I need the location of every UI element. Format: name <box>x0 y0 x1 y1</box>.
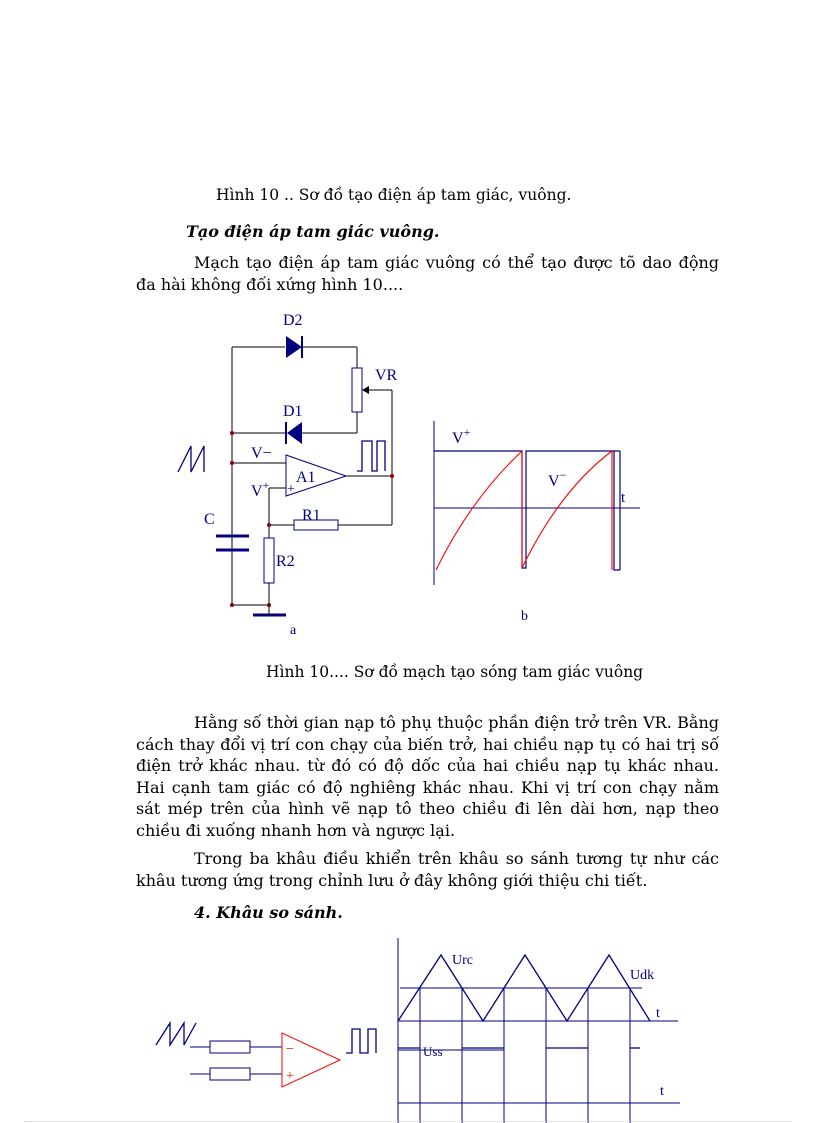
paragraph-intro-text: Mạch tạo điện áp tam giác vuông có thể tạo được tõ dao động đa hài không đối xứng hình 10.... <box>136 253 719 294</box>
label-d2: D2 <box>283 312 303 329</box>
figure-caption-bottom: Hình 10.... Sơ đồ mạch tạo sóng tam giác vuông <box>266 663 644 681</box>
potentiometer-vr <box>352 368 372 412</box>
paragraph-time-constant-text: Hằng số thời gian nạp tô phụ thuộc phần điện trở trên VR. Bằng cách thay đổi vị trí con chạy của biến trở, hai chiều nạp tụ có hai trị số điện trở khác nhau. từ đó có độ dốc của hai chiều nạp tụ khác nhau. Hai cạnh tam giác có độ nghiêng khác nhau. Khi vị trí con chạy nằm sát mép trên của hình vẽ nạp tô theo chiều đi lên dài hơn, nạp theo chiều đi xuống nhanh hơn và ngược lại. <box>136 713 719 840</box>
comparator-resistor-bottom <box>210 1068 250 1080</box>
paragraph-time-constant <box>136 712 719 841</box>
comparator-plus: + <box>286 1069 294 1084</box>
label-a: a <box>290 623 297 638</box>
paragraph-control-stages <box>136 848 719 891</box>
timing-label-t2: t <box>660 1084 664 1099</box>
wave-label-b: b <box>521 609 528 624</box>
sawtooth-symbol <box>178 446 204 472</box>
resistor-r2 <box>264 538 274 583</box>
opamp-a1 <box>286 455 346 496</box>
label-r1: R1 <box>302 507 321 524</box>
wave-label-vplus: V+ <box>452 425 471 447</box>
comparator-resistor-top <box>210 1041 250 1053</box>
label-d1: D1 <box>283 403 303 420</box>
wave-label-vminus: V− <box>548 468 567 490</box>
timing-label-urc: Urc <box>452 953 473 968</box>
diode-d1 <box>286 422 302 444</box>
page-bottom-rule <box>24 1121 792 1122</box>
label-c: C <box>204 511 215 528</box>
label-vr: VR <box>375 367 398 384</box>
paragraph-control-stages-text: Trong ba khâu điều khiển trên khâu so sánh tương tự như các khâu tương ứng trong chỉnh lưu ở đây không giới thiệu chi tiết. <box>136 849 719 890</box>
timing-label-t1: t <box>656 1006 660 1021</box>
waveform-panel-b <box>434 421 640 624</box>
label-vminus: V− <box>251 445 272 462</box>
comparator-output-square <box>346 1029 376 1053</box>
label-r2: R2 <box>276 553 295 570</box>
figure-caption-top: Hình 10 .. Sơ đồ tạo điện áp tam giác, vuông. <box>216 186 572 204</box>
circuit-figure <box>0 300 816 660</box>
timing-label-uss: Uss <box>423 1044 443 1059</box>
diode-d2 <box>286 336 302 358</box>
comparator-minus: − <box>286 1042 294 1057</box>
section-heading-comparator: 4. Khâu so sánh. <box>194 903 343 922</box>
paragraph-intro <box>136 252 719 295</box>
wave-label-t: t <box>621 490 626 506</box>
comparator-input-sawtooth <box>156 1023 196 1045</box>
section-heading-triangle: Tạo điện áp tam giác vuông. <box>186 222 440 241</box>
square-wave-symbol <box>357 441 385 471</box>
timing-diagram <box>398 938 680 1123</box>
label-opamp-plus: + <box>287 482 295 497</box>
comparator-figure <box>0 933 816 1123</box>
label-a1: A1 <box>296 469 316 486</box>
label-vplus: V+ <box>251 478 270 500</box>
timing-label-udk: Udk <box>630 968 655 983</box>
